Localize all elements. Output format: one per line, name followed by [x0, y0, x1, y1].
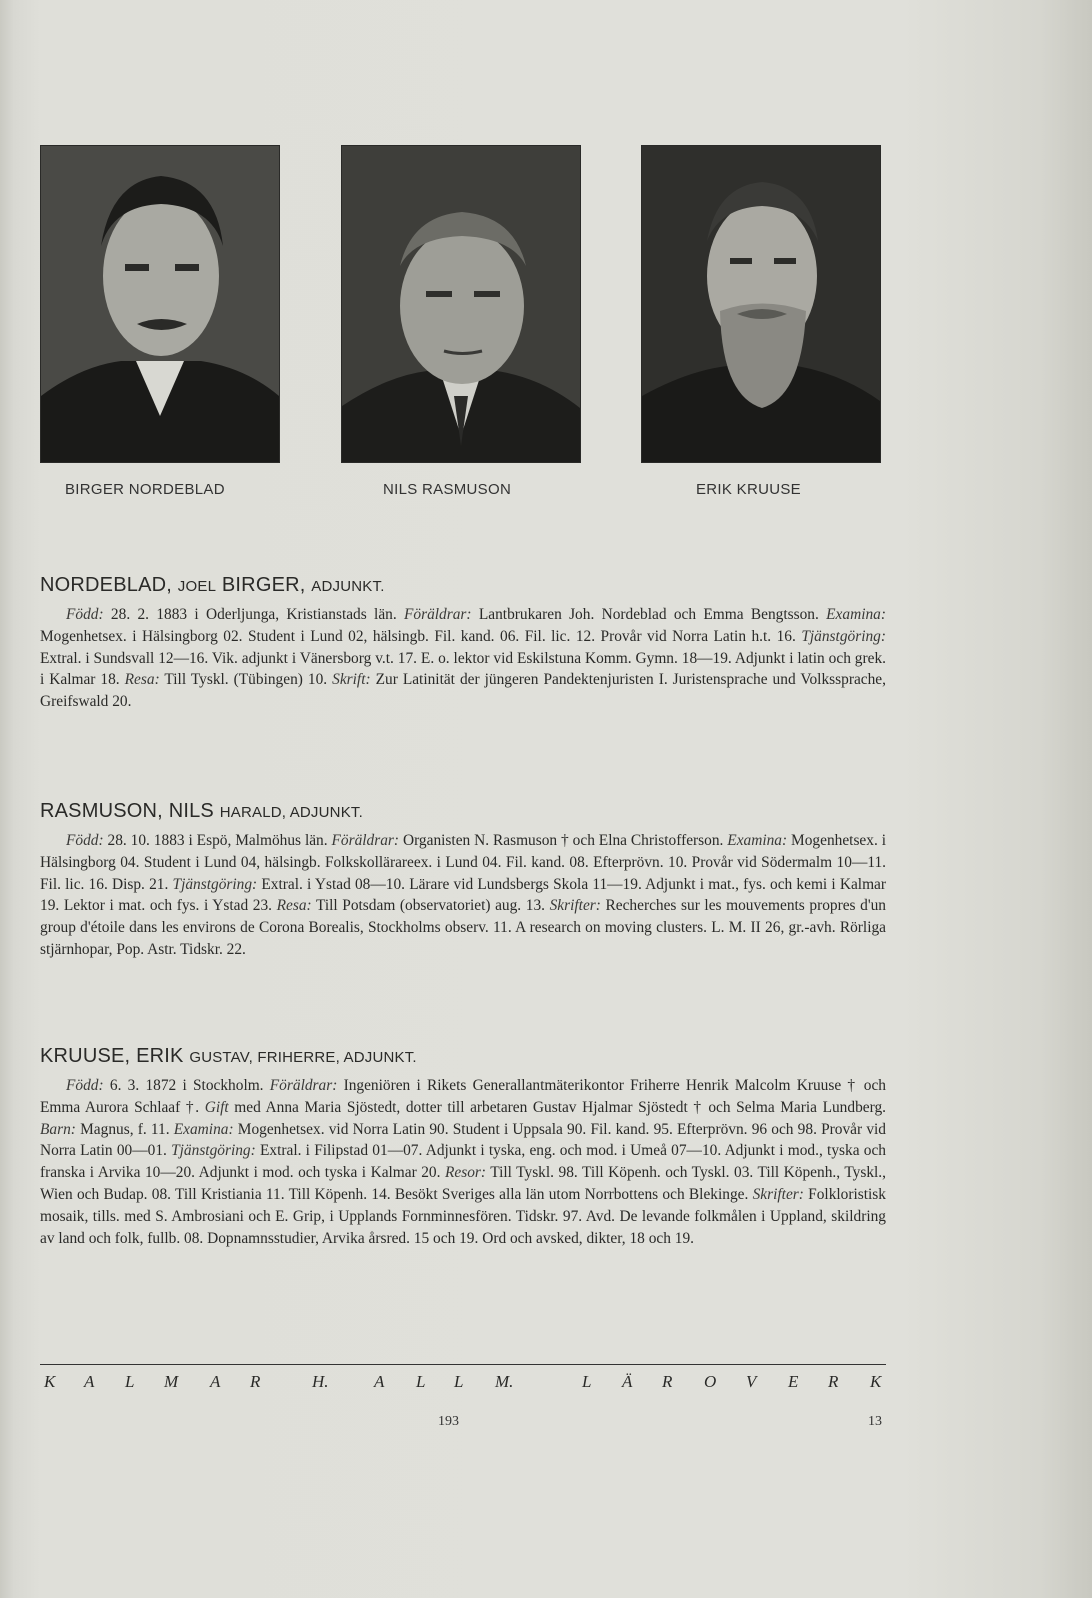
field-label: Tjänstgöring:	[172, 875, 258, 893]
field-label: Född:	[66, 832, 104, 849]
field-label: Skrift:	[332, 671, 371, 689]
field-text: Mogenhetsex. i Hälsingborg 02. Student i Lund 02, hälsingb. Fil. kand. 06. Fil. lic. 12. Provår vid Norra Latin h.t. 16.	[40, 627, 802, 645]
entry-body	[40, 830, 886, 961]
footer-letter: R	[828, 1372, 839, 1391]
field-label: Examina:	[826, 606, 886, 623]
footer-letter: A	[210, 1372, 221, 1391]
footer-letter: L	[454, 1372, 464, 1391]
field-text: 6. 3. 1872 i Stockholm.	[103, 1077, 270, 1094]
field-label: Gift	[204, 1098, 229, 1116]
entry-given-main: ERIK	[136, 1045, 184, 1067]
entry-surname: KRUUSE,	[40, 1045, 131, 1067]
photo-caption: ERIK KRUUSE	[696, 481, 801, 498]
portrait-photo-rasmuson	[341, 145, 581, 463]
field-label: Resa:	[276, 897, 312, 915]
entry-given-main: NILS	[168, 800, 214, 822]
field-text: Ingeniören i Rikets Generallantmäterikontor Friherre Henrik Malcolm Kruuse † och Emma Aurora Schlaaf †.	[40, 1077, 886, 1116]
footer-letter: R	[250, 1372, 261, 1391]
field-label: Resor:	[444, 1164, 487, 1182]
field-text: Magnus, f. 11.	[75, 1120, 174, 1138]
entry-surname: NORDEBLAD,	[40, 574, 173, 596]
footer-letter: A	[84, 1372, 95, 1391]
field-text: Till Tyskl. 98. Till Köpenh. och Tyskl. 03. Till Köpenh., Tyskl., Wien och Budap. 08. Till Kristiania 11. Till Köpenh. 14. Besökt Sveriges alla län utom Norrbottens och Blekinge.	[40, 1164, 886, 1203]
biography-entry-kruuse	[40, 1045, 886, 1249]
field-text: Extral. i Sundsvall 12—16. Vik. adjunkt i Vänersborg v.t. 17. E. o. lektor vid Eskilstuna Komm. Gymn. 18—19. Adjunkt i latin och grek. i Kalmar 18.	[40, 649, 886, 689]
footer-letter: L	[416, 1372, 426, 1391]
field-label: Tjänstgöring:	[171, 1142, 256, 1160]
photo-caption: BIRGER NORDEBLAD	[65, 481, 225, 498]
footer-letter: K	[44, 1372, 56, 1391]
portrait-photo-nordeblad	[40, 145, 280, 463]
entry-heading	[40, 1045, 886, 1068]
field-text: Recherches sur les mouvements propres d'un group d'étoile dans les environs de Corona Borealis, Stockholms observ. 11. A research on moving clusters. L. M. II 26, gr.-avh. Rörliga stjärnhopar, Pop. Astr. Tidskr. 22.	[40, 897, 886, 958]
field-text: 28. 2. 1883 i Oderljunga, Kristianstads län.	[103, 606, 404, 623]
entry-title: HARALD, ADJUNKT.	[219, 804, 363, 821]
field-text: Extral. i Ystad 08—10. Lärare vid Lundsbergs Skola 11—19. Adjunkt i mat., fys. och kemi i Kalmar 19. Lektor i mat. och fys. i Ystad 23.	[40, 875, 886, 915]
field-label: Skrifter:	[549, 897, 601, 915]
footer-letter: L	[125, 1372, 135, 1391]
field-label: Barn:	[40, 1120, 76, 1138]
photo-caption: NILS RASMUSON	[383, 481, 512, 498]
field-label: Föräldrar:	[331, 832, 400, 849]
entry-body	[40, 604, 886, 713]
footer-letter: Ä	[622, 1372, 633, 1391]
field-text: Till Tyskl. (Tübingen) 10.	[159, 671, 333, 689]
biography-entry-rasmuson	[40, 800, 886, 961]
page-number-left: 193	[438, 1414, 459, 1429]
footer-letter: L	[582, 1372, 592, 1391]
footer-letter: H.	[312, 1372, 329, 1391]
field-text: 28. 10. 1883 i Espö, Malmöhus län.	[103, 832, 332, 849]
field-label: Examina:	[173, 1120, 234, 1138]
field-label: Skrifter:	[752, 1185, 804, 1203]
field-text: Extral. i Filipstad 01—07. Adjunkt i tyska, eng. och mod. i Umeå 07—10. Adjunkt i mod., tyska och franska i Arvika 10—20. Adjunkt i mod. och tyska i Kalmar 20.	[40, 1142, 886, 1182]
field-text: Zur Latinität der jüngeren Pandektenjuristen I. Juristensprache und Volkssprache, Greifswald 20.	[40, 671, 886, 711]
footer-letter: M	[164, 1372, 179, 1391]
field-label: Föräldrar:	[269, 1077, 338, 1094]
footer-letter: E	[788, 1372, 799, 1391]
entry-given-main: BIRGER,	[221, 574, 306, 596]
footer-letter: A	[374, 1372, 385, 1391]
footer-rule	[40, 1364, 886, 1365]
field-label: Examina:	[727, 832, 788, 849]
field-label: Tjänstgöring:	[801, 627, 886, 645]
field-text: Lantbrukaren Joh. Nordeblad och Emma Bengtsson.	[471, 606, 827, 623]
field-label: Föräldrar:	[404, 606, 472, 623]
portrait-photo-kruuse	[641, 145, 881, 463]
biography-entry-nordeblad	[40, 574, 886, 713]
footer-letter: K	[870, 1372, 882, 1391]
entry-title: GUSTAV, FRIHERRE, ADJUNKT.	[189, 1049, 417, 1066]
footer-letter: M.	[495, 1372, 514, 1391]
field-text: Mogenhetsex. i Hälsingborg 04. Student i Lund 04, hälsingb. Folkskollärareex. i Lund 04. Fil. kand. 08. Efterprövn. 10. Provår vid Södermalm 10—11. Fil. lic. 16. Disp. 21.	[40, 832, 886, 893]
entry-body	[40, 1075, 886, 1249]
entry-title: ADJUNKT.	[311, 578, 385, 595]
field-label: Resa:	[124, 671, 160, 689]
field-label: Född:	[66, 1077, 104, 1094]
field-label: Född:	[66, 606, 104, 623]
entry-given-first: JOEL	[177, 578, 217, 595]
footer-letter: O	[704, 1372, 717, 1391]
field-text: med Anna Maria Sjöstedt, dotter till arbetaren Gustav Hjalmar Sjöstedt † och Selma Maria Lundberg.	[228, 1098, 886, 1116]
entry-heading	[40, 800, 886, 823]
footer-letter: V	[746, 1372, 757, 1391]
footer-letter: R	[662, 1372, 673, 1391]
field-text: Mogenhetsex. vid Norra Latin 90. Student i Uppsala 90. Fil. kand. 95. Efterprövn. 96 och 98. Provår vid Norra Latin 00—01.	[40, 1120, 886, 1160]
field-text: Organisten N. Rasmuson † och Elna Christofferson.	[399, 832, 728, 849]
entry-heading	[40, 574, 886, 597]
field-text: Till Potsdam (observatoriet) aug. 13.	[311, 897, 550, 915]
entry-surname: RASMUSON,	[40, 800, 163, 822]
page-number-right: 13	[868, 1414, 882, 1429]
field-text: Folkloristisk mosaik, tills. med S. Ambrosiani och E. Grip, i Upplands Fornminnesfören. Tidskr. 97. Avd. De levande folkmålen i Uppland, skildring av land och folk, fullb. 08. Dopnamnsstudier, Arvika årsred. 15 och 19. Ord och avsked, dikter, 18 och 19.	[40, 1185, 886, 1247]
